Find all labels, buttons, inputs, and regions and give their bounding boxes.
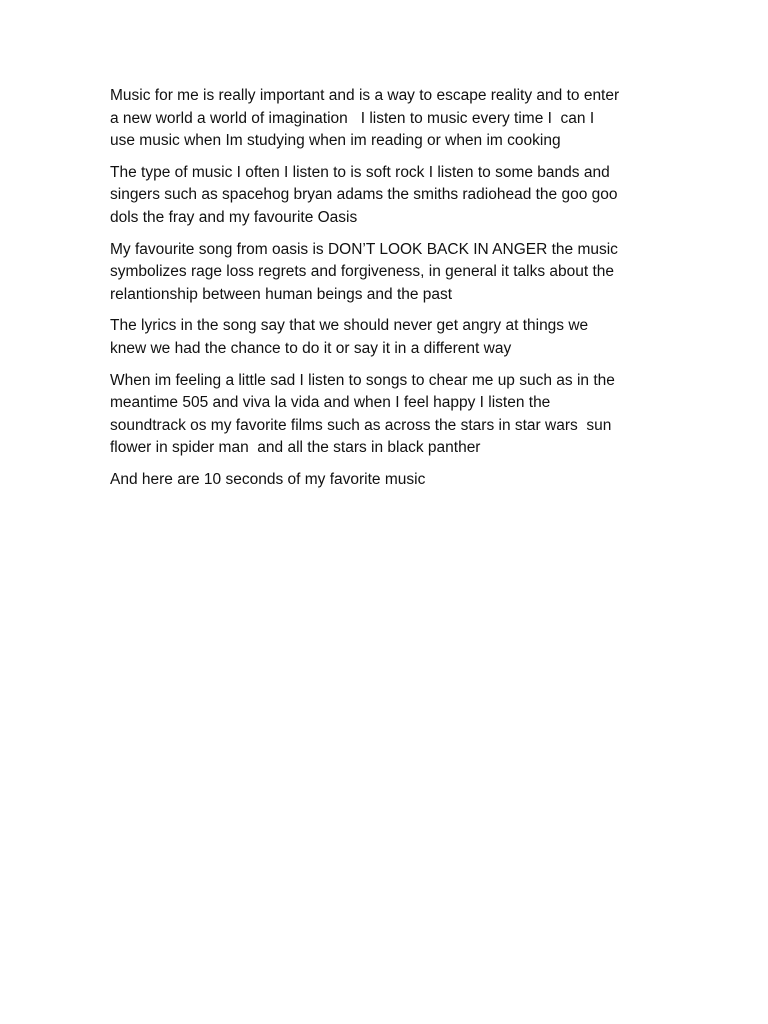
document-body: [110, 85, 670, 501]
text-line: meantime 505 and viva la vida and when I feel happy I listen the: [110, 394, 551, 412]
text-line: flower in spider man and all the stars in black panther: [110, 439, 481, 457]
text-line: a new world a world of imagination I listen to music every time I can I: [110, 109, 595, 127]
text-line: When im feeling a little sad I listen to songs to chear me up such as in the: [110, 371, 615, 389]
paragraph-5: [110, 370, 670, 460]
text-line: singers such as spacehog bryan adams the smiths radiohead the goo goo: [110, 186, 618, 204]
text-line: The type of music I often I listen to is soft rock I listen to some bands and: [110, 163, 610, 181]
text-line: And here are 10 seconds of my favorite music: [110, 470, 426, 488]
text-line: soundtrack os my favorite films such as across the stars in star wars sun: [110, 416, 612, 434]
text-line: The lyrics in the song say that we should never get angry at things we: [110, 317, 589, 335]
paragraph-1: [110, 85, 670, 153]
paragraph-4: [110, 315, 670, 360]
text-line: use music when Im studying when im reading or when im cooking: [110, 132, 561, 150]
text-line: symbolizes rage loss regrets and forgiveness, in general it talks about the: [110, 263, 615, 281]
text-line: My favourite song from oasis is DON’T LOOK BACK IN ANGER the music: [110, 240, 618, 258]
paragraph-6: [110, 469, 670, 492]
paragraph-2: [110, 162, 670, 230]
text-line: Music for me is really important and is a way to escape reality and to enter: [110, 87, 620, 104]
text-line: relantionship between human beings and the past: [110, 285, 453, 303]
text-line: knew we had the chance to do it or say it in a different way: [110, 339, 512, 357]
paragraph-3: [110, 239, 670, 307]
text-line: dols the fray and my favourite Oasis: [110, 208, 358, 226]
